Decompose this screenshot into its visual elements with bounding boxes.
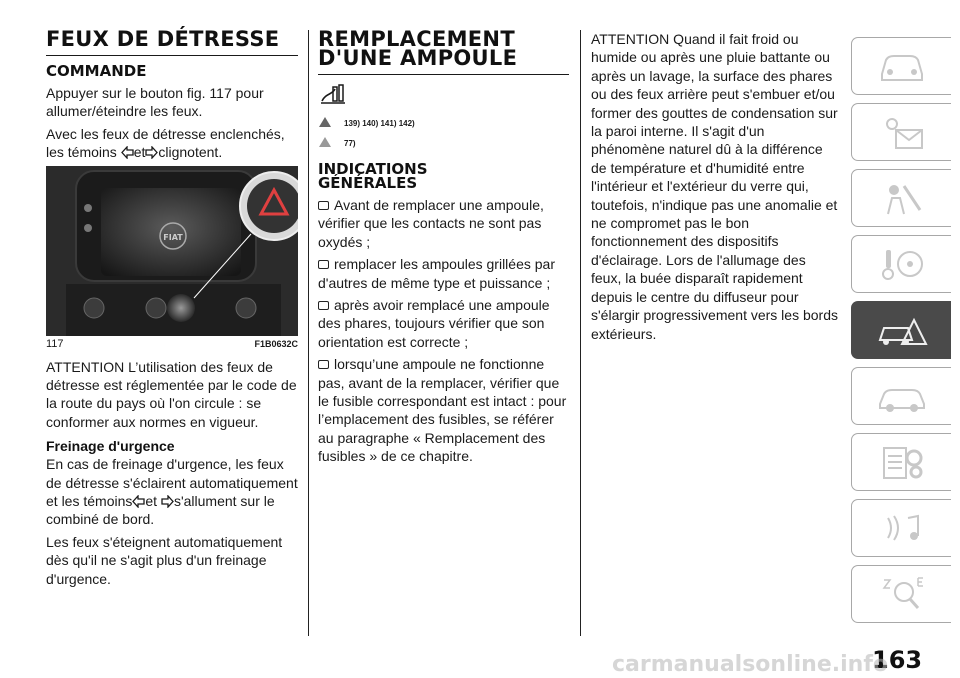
bullet-icon [318,360,329,369]
text: remplacer les ampoules grillées par d'autres de même type et puissance ; [318,256,555,291]
column-3 [591,30,839,347]
text: clignotent. [158,144,223,161]
bullet-icon [318,201,329,210]
hazard-telltale-icon [145,146,158,159]
specifications-gears-icon [874,442,930,482]
car-front-icon [874,46,930,86]
watermark: carmanualsonline.info [612,652,888,677]
text: En cas de freinage d'urgence, les feux de détresse s'éclairent automatiquement et les témoins [46,456,298,510]
index-alphabet-icon [874,574,930,614]
car-breakdown-icon [874,310,930,350]
text: lorsqu’une ampoule ne fonctionne pas, avant de la remplacer, vérifier que le fusible correspondant est intact : pour l’emplacement des fusibles, se référer au paragraphe « Remplacement des fusibles » de ce chapitre. [318,356,567,465]
key-steering-wheel-icon [874,244,930,284]
bullet-item [318,355,569,465]
tab-safety[interactable] [851,169,951,227]
chapter-tabs [851,37,951,631]
figure-code: F1B0632C [254,338,298,349]
bulb-icon-row [318,83,569,114]
hazard-telltale-icon [161,495,174,508]
paragraph [46,455,298,529]
text: après avoir remplacé une ampoule des phares, toujours vérifier que son orientation est correcte ; [318,297,550,350]
paragraph: Appuyer sur le bouton fig. 117 pour allumer/éteindre les feux. [46,85,264,120]
hazard-telltale-icon [132,495,145,508]
bullet-item [318,255,569,292]
svg-text:FIAT: FIAT [163,232,183,242]
tab-starting-driving[interactable] [851,235,951,293]
section-title: FEUX DE DÉTRESSE [46,30,298,56]
tab-dashboard[interactable] [851,103,951,161]
light-bulb-icon [318,83,348,109]
attention-note: ATTENTION Quand il fait froid ou humide ou après une pluie battante ou après un lavage, la surface des phares ou des feux arrière peut s'embuer et/ou former des gouttes de condensation sur la paroi interne. Il s'agit d'un phénomène naturel dû à la différence de température et d'humidité entre l'intérieur et l'extérieur du verre qui, toutefois, n'indique pas une anomalie et ne compromet pas le bon fonctionnement des dispositifs d'éclairage. Lors de l'allumage des feux, la buée disparaît rapidement depuis le centre du diffuseur pour s'élargir progressivement vers les bords extérieurs. [591,31,838,342]
car-side-icon [874,376,930,416]
column-divider [580,30,581,636]
figure-caption [46,338,298,350]
text: Avec les feux de détresse enclenchés, les témoins [46,125,285,161]
column-divider [308,30,309,636]
text: Avant de remplacer une ampoule, vérifier que les contacts ne sont pas oxydés ; [318,197,544,250]
subsection-title: Freinage d'urgence [46,438,175,455]
section-title: REMPLACEMENT D'UNE AMPOULE [318,30,569,75]
subsection-title: INDICATIONS GÉNÉRALES [318,160,428,192]
multimedia-music-icon [874,508,930,548]
airbag-seatbelt-icon [874,178,930,218]
figure-number: 117 [46,337,64,350]
caution-triangle-icon [318,136,332,148]
warning-references: 139) 140) 141) 142) [344,118,415,128]
text: et [133,144,146,161]
page-number: 163 [872,646,923,674]
warning-lights-icon [874,112,930,152]
dashboard-photo [46,166,298,336]
caution-refs [318,136,569,148]
caution-references: 77) [344,138,356,148]
text: s'allument sur le combiné de bord. [46,493,275,528]
tab-maintenance[interactable] [851,367,951,425]
tab-technical-data[interactable] [851,433,951,491]
hazard-telltale-icon [121,146,134,159]
bullet-icon [318,260,329,269]
column-1 [46,27,298,592]
bullet-item [318,196,569,251]
tab-vehicle[interactable] [851,37,951,95]
column-2 [318,27,569,470]
paragraph: Les feux s'éteignent automatiquement dès qu'il ne s'agit plus d'un freinage d'urgence. [46,533,283,587]
warning-triangle-icon [318,116,332,128]
text: et [145,493,158,510]
warning-refs [318,116,569,128]
attention-note: ATTENTION L’utilisation des feux de détresse est réglementée par le code de la route du pays où l'on circule : se conformer aux normes en vigueur. [46,358,297,430]
bullet-item [318,296,569,351]
subsection-title: COMMANDE [46,62,147,80]
bullet-icon [318,301,329,310]
tab-index[interactable] [851,565,951,623]
paragraph [46,125,298,162]
tab-emergency[interactable] [851,301,951,359]
figure-hazard-button [46,166,298,336]
tab-multimedia[interactable] [851,499,951,557]
